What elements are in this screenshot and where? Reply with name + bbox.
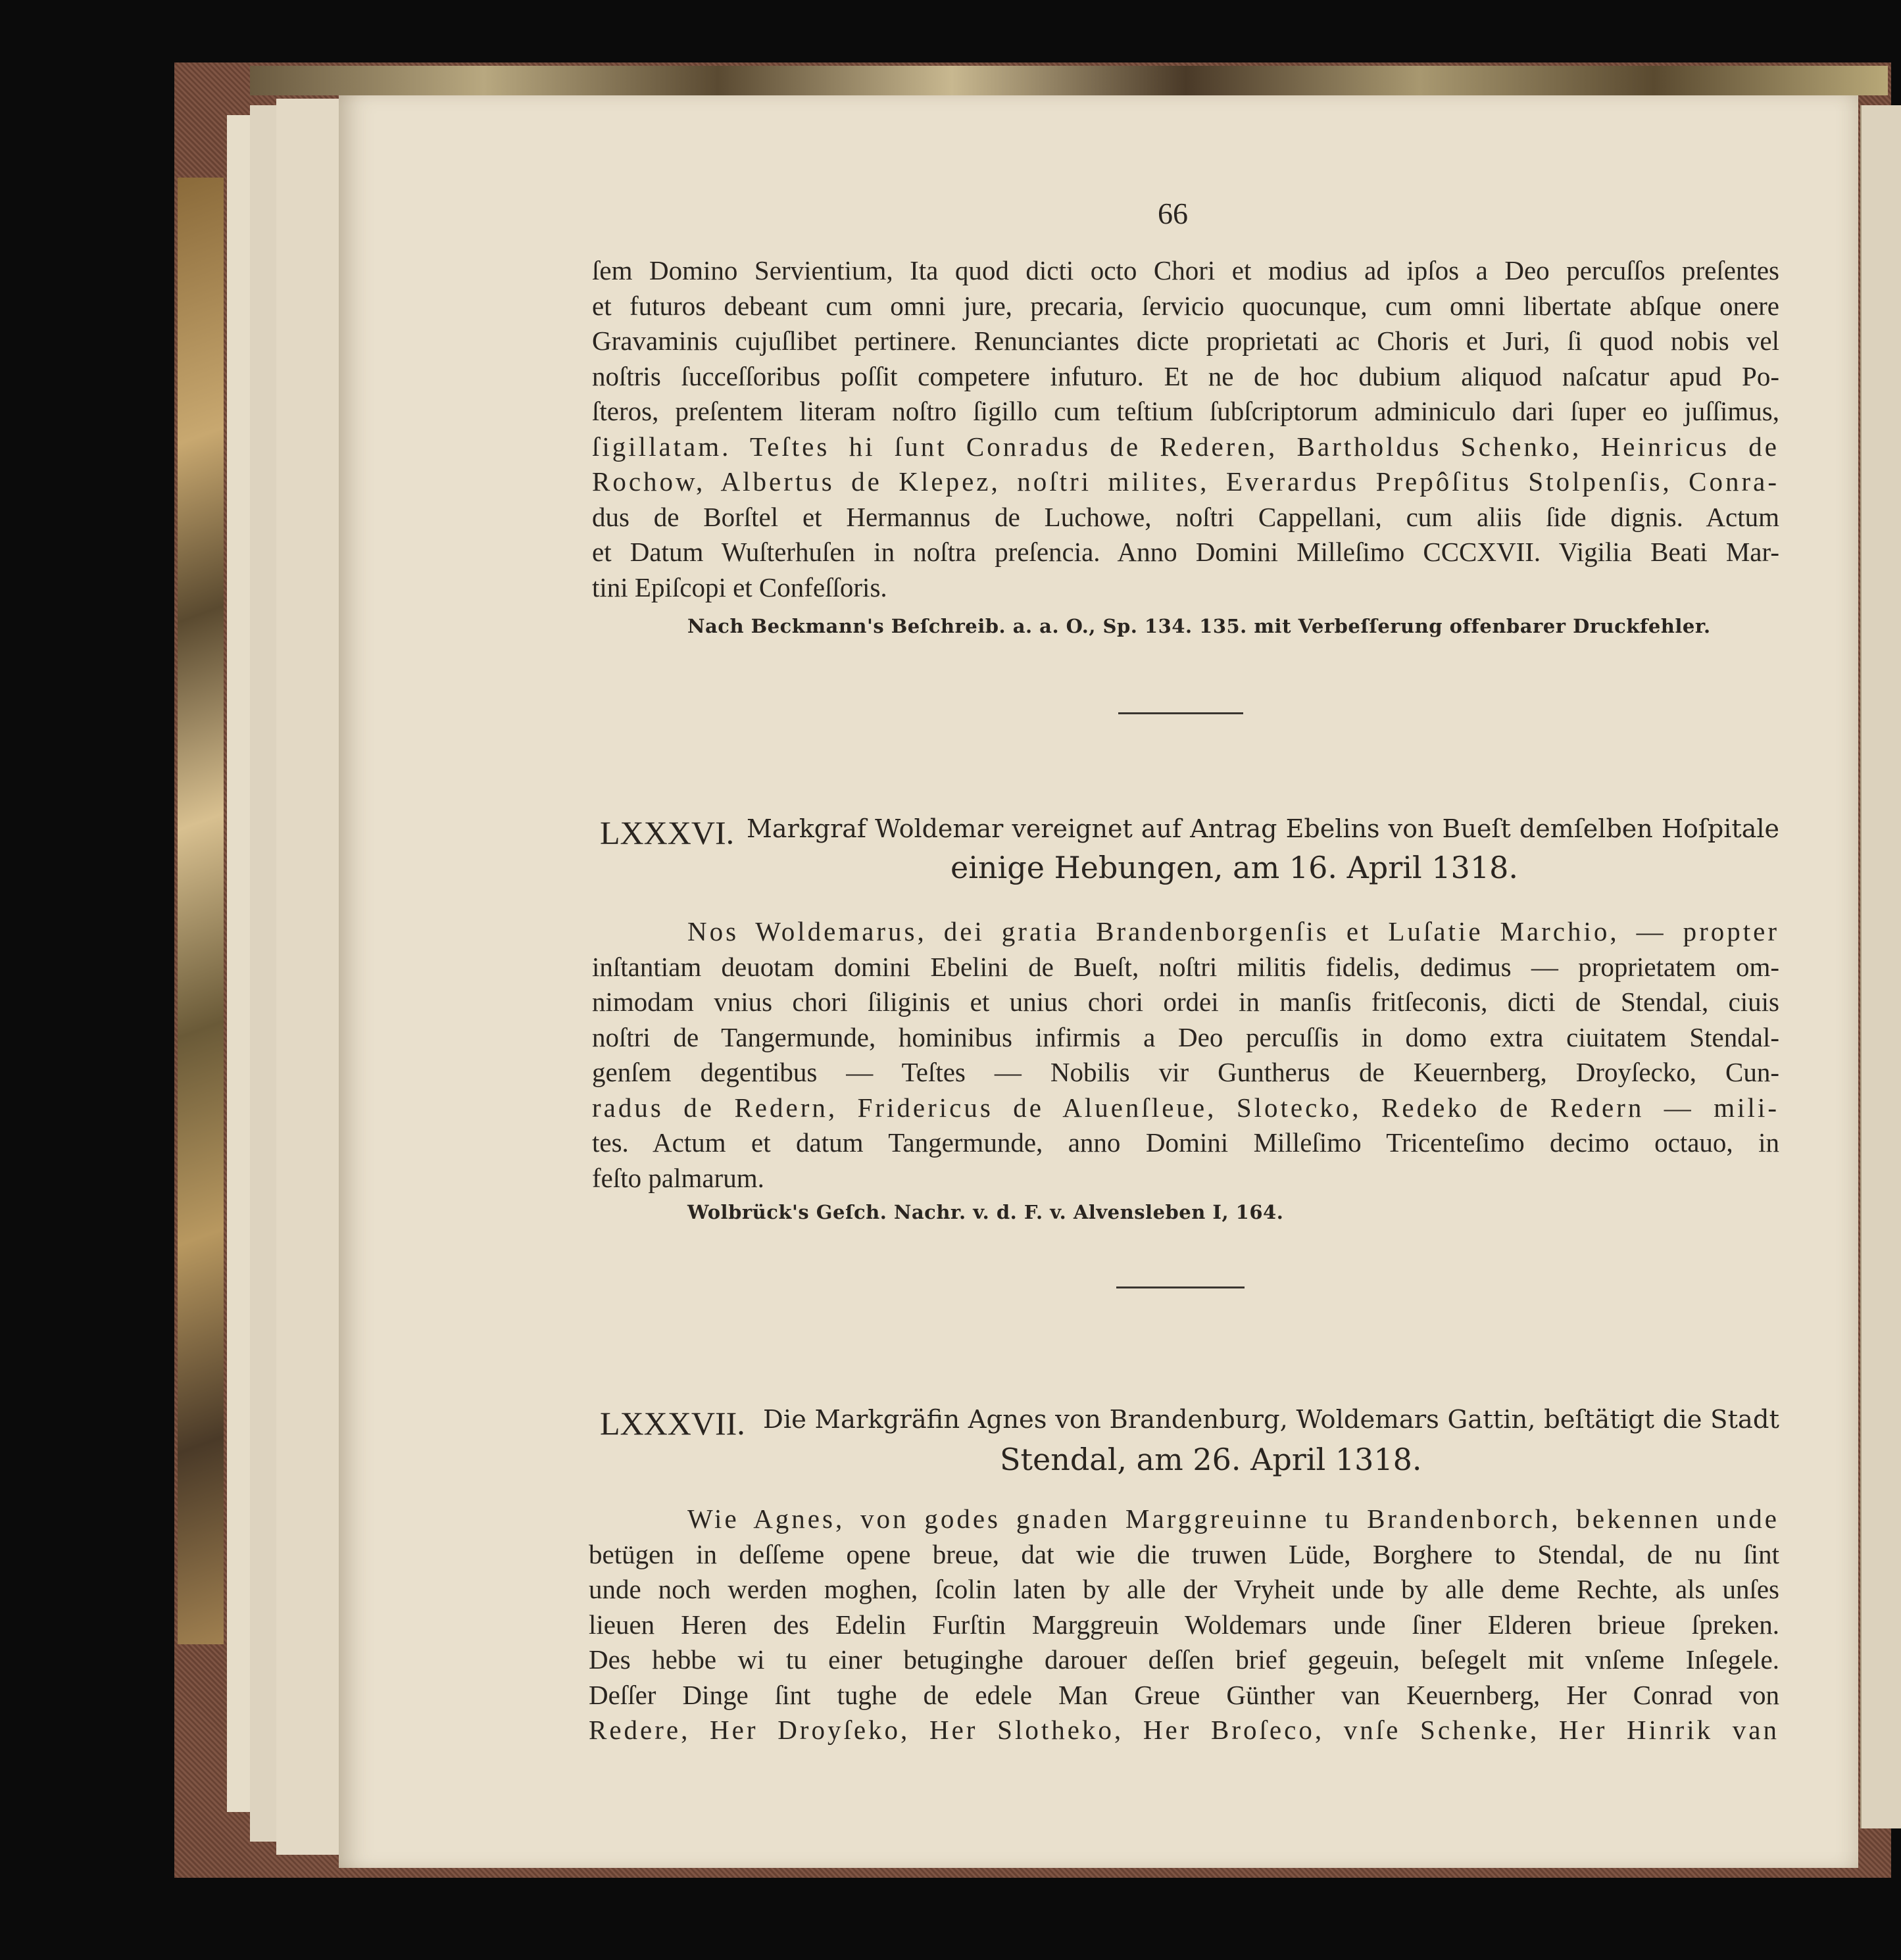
- charter-title: Die Markgräfin Agnes von Brandenburg, Woldemars Gattin, beſtätigt die Stadt: [763, 1405, 1779, 1434]
- charter-87-text: [589, 1502, 1779, 1748]
- marbled-edge-top: [250, 66, 1888, 95]
- text-line: Nos Woldemarus, dei gratia Brandenborgenſis et Luſatie Marchio, — propter: [687, 916, 1779, 946]
- text-line: Deſſer Dinge ſint tughe de edele Man Greue Günther van Keuernberg, Her Conrad von: [589, 1679, 1779, 1710]
- text-line: noſtris ſucceſſoribus poſſit competere infuturo. Et ne de hoc dubium aliquod naſcatur apud Po-: [592, 360, 1779, 391]
- text-line: tes. Actum et datum Tangermunde, anno Domini Milleſimo Tricenteſimo decimo octauo, in: [592, 1127, 1779, 1158]
- text-line: Rochow, Albertus de Klepez, noſtri milites, Everardus Prepôſitus Stolpenſis, Conra-: [592, 466, 1779, 497]
- text-line: unde noch werden moghen, ſcolin laten by alle der Vryheit unde by alle deme Rechte, als unſes: [589, 1574, 1779, 1604]
- charter-title-cont: Stendal, am 26. April 1318.: [1000, 1442, 1422, 1477]
- text-line: ſem Domino Servientium, Ita quod dicti octo Chori et modius ad ipſos a Deo percuſſos preſentes: [592, 255, 1779, 285]
- text-line: et futuros debeant cum omni jure, precaria, ſervicio quocunque, cum omni libertate abſque onere: [592, 290, 1779, 321]
- text-line: nimodam vnius chori ſiliginis et unius chori ordei in manſis fritſeconis, dicti de Stendal, ciuis: [592, 987, 1779, 1017]
- charter-title-cont: einige Hebungen, am 16. April 1318.: [950, 850, 1518, 885]
- charter-title: Markgraf Woldemar vereignet auf Antrag Ebelins von Bueſt demſelben Hoſpitale: [747, 814, 1779, 843]
- marbled-endpaper: [178, 178, 224, 1644]
- text-line: noſtri de Tangermunde, hominibus infirmis a Deo percuſſis in domo extra ciuitatem Stendal-: [592, 1021, 1779, 1052]
- text-line: genſem degentibus — Teſtes — Nobilis vir Guntherus de Keuernberg, Droyſecko, Cun-: [592, 1057, 1779, 1087]
- source-note: Wolbrück's Geſch. Nachr. v. d. F. v. Alvensleben I, 164.: [687, 1201, 1284, 1223]
- charter-number: LXXXVII.: [600, 1405, 745, 1442]
- text-line: Redere, Her Droyſeko, Her Slotheko, Her Broſeco, vnſe Schenke, Her Hinrik van: [589, 1715, 1779, 1745]
- text-line: radus de Redern, Fridericus de Aluenſleue, Slotecko, Redeko de Redern — mili-: [592, 1092, 1779, 1123]
- section-divider: [1116, 1286, 1245, 1288]
- source-note: Nach Beckmann's Beſchreib. a. a. O., Sp. 134. 135. mit Verbeſſerung offenbarer Druckfehler.: [687, 615, 1711, 637]
- text-line: tini Epiſcopi et Confeſſoris.: [592, 572, 887, 602]
- text-line: lieuen Heren des Edelin Furſtin Marggreuin Woldemars unde ſiner Elderen brieue ſpreken.: [589, 1609, 1779, 1640]
- page-stack-edge: [276, 99, 343, 1855]
- text-line: ſteros, preſentem literam noſtro ſigillo cum teſtium ſubſcriptorum adminiculo dari ſuper eo juſſimus,: [592, 396, 1779, 426]
- text-line: Wie Agnes, von godes gnaden Marggreuinne tu Brandenborch, bekennen unde: [687, 1504, 1779, 1534]
- text-line: et Datum Wuſterhuſen in noſtra preſencia. Anno Domini Milleſimo CCCXVII. Vigilia Beati Mar-: [592, 537, 1779, 567]
- charter-85-text: [592, 253, 1779, 605]
- text-line: betügen in deſſeme opene breue, dat wie die truwen Lüde, Borghere to Stendal, de nu ſint: [589, 1538, 1779, 1569]
- text-line: dus de Borſtel et Hermannus de Luchowe, noſtri Cappellani, cum aliis ſide dignis. Actum: [592, 501, 1779, 532]
- text-line: feſto palmarum.: [592, 1162, 764, 1193]
- facing-page-edge: [1860, 105, 1901, 1828]
- text-line: Gravaminis cujuſlibet pertinere. Renunciantes dicte proprietati ac Choris et Juri, ſi quod nobis vel: [592, 326, 1779, 356]
- page-number: 66: [1158, 197, 1188, 230]
- text-line: inſtantiam deuotam domini Ebelini de Bueſt, noſtri militis fidelis, dedimus — proprietatem om-: [592, 951, 1779, 982]
- charter-number: LXXXVI.: [600, 814, 735, 851]
- text-line: Des hebbe wi tu einer betuginghe darouer deſſen brief gegeuin, beſegelt mit vnſeme Inſegele.: [589, 1644, 1779, 1675]
- charter-86-text: [592, 914, 1779, 1196]
- section-divider: [1118, 712, 1243, 714]
- text-line: ſigillatam. Teſtes hi ſunt Conradus de Rederen, Bartholdus Schenko, Heinricus de: [592, 431, 1779, 462]
